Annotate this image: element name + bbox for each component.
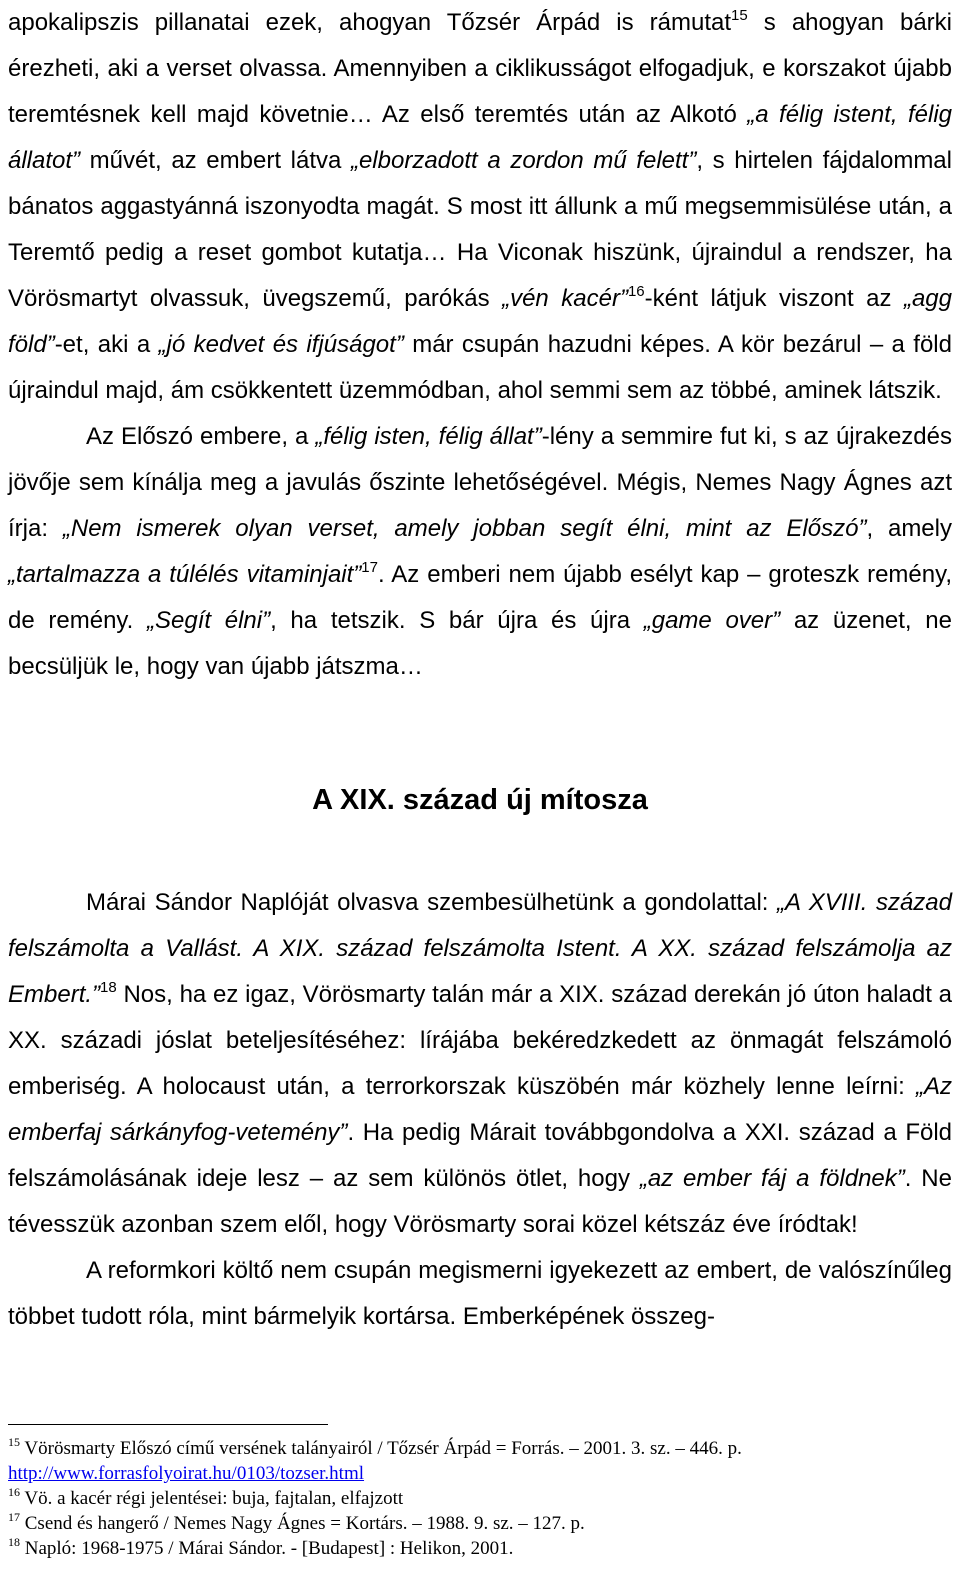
footnote-number: 18 — [8, 1535, 20, 1549]
footnote-text: Vörösmarty Előszó című versének talányairól / Tőzsér Árpád = Forrás. – 2001. 3. sz. – 446. p. — [20, 1438, 742, 1459]
italic-quote: „Segít élni” — [147, 607, 271, 634]
italic-quote: „az ember fáj a földnek” — [639, 1165, 905, 1192]
footnote-link[interactable]: http://www.forrasfolyoirat.hu/0103/tozser.html — [8, 1463, 365, 1484]
paragraph-4 — [8, 1248, 952, 1340]
italic-quote: „Nem ismerek olyan verset, amely jobban segít élni, mint az Előszó” — [62, 515, 867, 542]
text-run: . Ne tévesszük azonban szem elől, hogy Vörösmarty sorai közel kétszáz éve íródtak! — [8, 1165, 952, 1238]
text-block-upper — [8, 0, 952, 690]
italic-quote: „A XVIII. század felszámolta a Vallást. A XIX. század felszámolta Istent. A XX. század felszámolja az Embert.” — [8, 889, 952, 1008]
text-run: -lény a semmire fut ki, s az újrakezdés jövője sem kínálja meg a javulás őszinte lehetőségével. Mégis, Nemes Nagy Ágnes azt írja: — [8, 423, 953, 542]
footnote-ref-15[interactable]: 15 — [731, 7, 748, 24]
italic-quote: „Az emberfaj sárkányfog-vetemény” — [8, 1073, 952, 1146]
text-run: s ahogyan bárki érezheti, aki a verset olvassa. Amennyiben a ciklikusságot elfogadjuk, e korszakot újabb teremtésnek kell majd követnie… Az első teremtés után az Alkotó — [8, 9, 952, 128]
footnote-16 — [8, 1486, 952, 1511]
text-run: . Ha pedig Márait továbbgondolva a XXI. század a Föld felszámolásának ideje lesz – az sem különös ötlet, hogy — [8, 1119, 953, 1192]
paragraph-3 — [8, 880, 952, 1248]
italic-quote: „vén kacér” — [502, 285, 628, 312]
paragraph-1 — [8, 0, 952, 414]
italic-quote: „a félig istent, félig állatot” — [8, 101, 952, 174]
text-run: apokalipszis pillanatai ezek, ahogyan Tőzsér Árpád is rámutat — [8, 9, 732, 36]
footnote-text: Napló: 1968-1975 / Márai Sándor. - [Budapest] : Helikon, 2001. — [20, 1538, 514, 1559]
italic-quote: „elborzadott a zordon mű felett” — [350, 147, 697, 174]
footnote-ref-16[interactable]: 16 — [627, 283, 645, 300]
italic-quote: „jó kedvet és ifjúságot” — [158, 331, 404, 358]
section-heading: A XIX. század új mítosza — [312, 784, 648, 816]
footnotes — [8, 1436, 952, 1561]
footnote-number: 16 — [8, 1485, 20, 1499]
footnote-ref-17[interactable]: 17 — [361, 559, 378, 576]
footnote-divider — [8, 1424, 328, 1425]
text-run: , ha tetszik. S bár újra és újra — [270, 607, 644, 634]
text-run: Nos, ha ez igaz, Vörösmarty talán már a XIX. század derekán jó úton haladt a XX. századi jóslat beteljesítéséhez: lírájába bekéredzkedett az önmagát felszámoló emberiség. A holocaust után, a terrorkorszak küszöbén már közhely lenne leírni: — [8, 981, 952, 1100]
paragraph-2 — [8, 414, 952, 690]
text-run: A reformkori költő nem csupán megismerni igyekezett az embert, de valószínűleg többet tudott róla, mint bármelyik kortársa. Emberképének összeg- — [8, 1257, 952, 1330]
text-run: már csupán hazudni képes. A kör bezárul – a föld újraindul majd, ám csökkentett üzemmódban, ahol semmi sem az többé, aminek látszik. — [8, 331, 952, 404]
footnote-ref-18[interactable]: 18 — [100, 979, 117, 996]
text-run: Márai Sándor Naplóját olvasva szembesülhetünk a gondolattal: — [86, 889, 778, 916]
text-run: , amely — [866, 515, 952, 542]
italic-quote: „agg föld” — [8, 285, 952, 358]
text-run: -ként látjuk viszont az — [644, 285, 904, 312]
text-run: . Az emberi nem újabb esélyt kap – groteszk remény, de remény. — [8, 561, 952, 634]
text-run: Az Előszó embere, a — [86, 423, 316, 450]
italic-quote: „félig isten, félig állat” — [315, 423, 542, 450]
footnote-number: 17 — [8, 1510, 20, 1524]
text-run: az üzenet, ne becsüljük le, hogy van újabb játszma… — [8, 607, 952, 680]
footnote-15 — [8, 1436, 952, 1486]
footnote-17 — [8, 1511, 952, 1536]
footnote-18 — [8, 1536, 952, 1561]
italic-quote: „tartalmazza a túlélés vitaminjait” — [8, 561, 362, 588]
footnote-number: 15 — [8, 1435, 20, 1449]
footnote-text: Vö. a kacér régi jelentései: buja, fajtalan, elfajzott — [20, 1488, 404, 1509]
text-run: művét, az embert látva — [80, 147, 351, 174]
text-run: , s hirtelen fájdalommal bánatos aggastyánná iszonyodta magát. S most itt állunk a mű megsemmisülése után, a Teremtő pedig a reset gombot kutatja… Ha Viconak hiszünk, újraindul a rendszer, ha Vörösmartyt olvassuk, üvegszemű, parókás — [8, 147, 952, 312]
text-block-lower — [8, 880, 952, 1340]
text-run: -et, aki a — [54, 331, 159, 358]
footnote-text: Csend és hangerő / Nemes Nagy Ágnes = Kortárs. – 1988. 9. sz. – 127. p. — [20, 1513, 585, 1534]
italic-quote: „game over” — [643, 607, 781, 634]
